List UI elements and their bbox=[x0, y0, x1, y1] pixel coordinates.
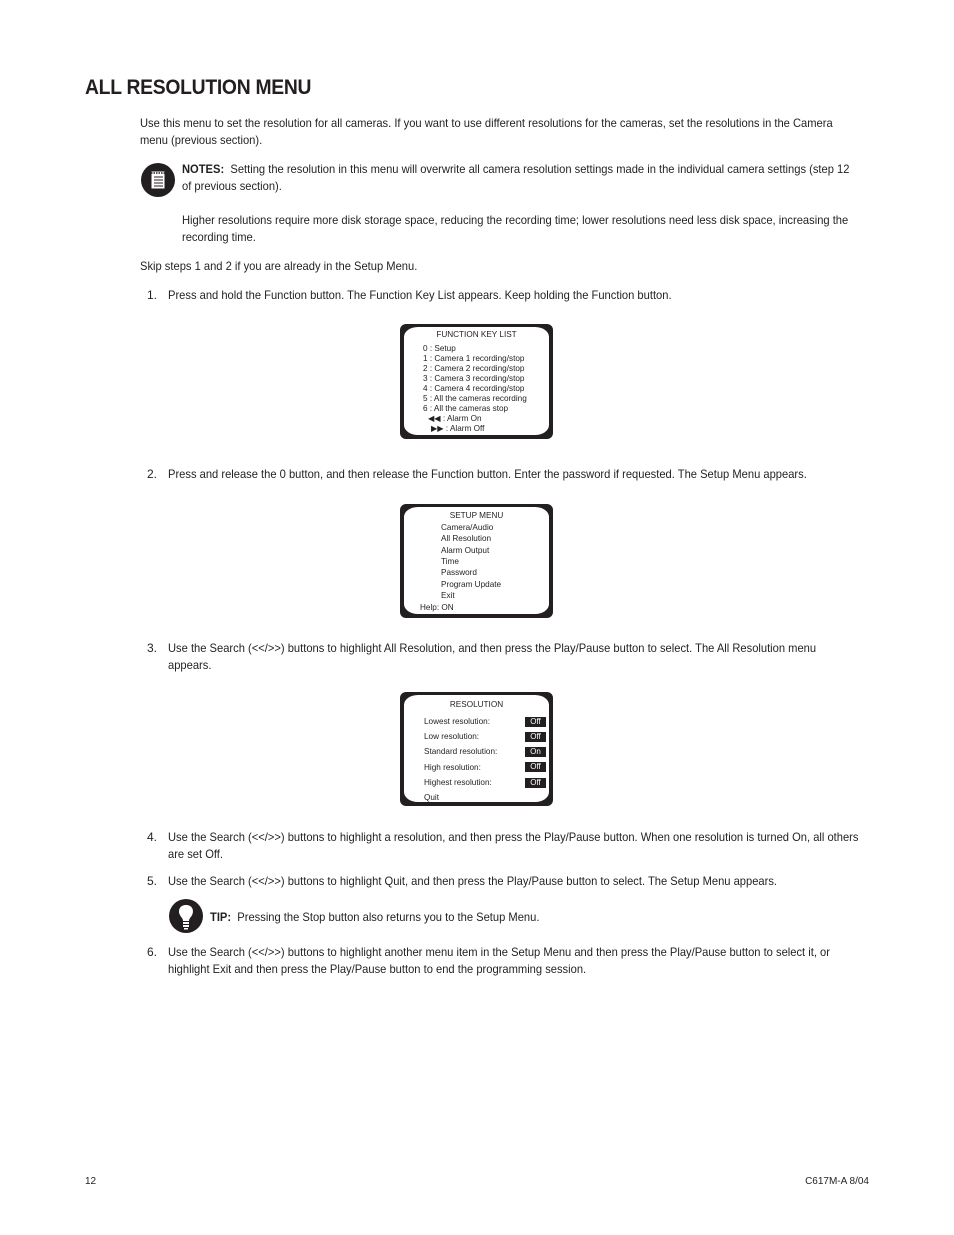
note-1-text: Setting the resolution in this menu will overwrite all camera resolution settings made in the individual camera settings (step 12 bbox=[230, 162, 850, 176]
resolution-row-label: Standard resolution: bbox=[424, 747, 498, 756]
note-1-line-1 bbox=[182, 161, 849, 178]
setup-menu-item: Time bbox=[441, 557, 459, 566]
step-3-text-line-2: appears. bbox=[168, 658, 212, 672]
setup-menu-item: Camera/Audio bbox=[441, 523, 494, 532]
function-key-item: 3 : Camera 3 recording/stop bbox=[423, 374, 525, 383]
setup-menu-item: Exit bbox=[441, 591, 455, 600]
page-number: 12 bbox=[85, 1176, 97, 1187]
step-2-number: 2. bbox=[147, 467, 158, 481]
setup-menu-item: Alarm Output bbox=[441, 546, 490, 555]
step-1-text: Press and hold the Function button. The Function Key List appears. Keep holding the Function button. bbox=[168, 288, 672, 302]
resolution-row-value: Off bbox=[525, 778, 546, 788]
notes-label: NOTES: bbox=[182, 162, 225, 176]
setup-menu-title: SETUP MENU bbox=[449, 511, 504, 520]
step-4-text-line-2: are set Off. bbox=[168, 847, 224, 861]
resolution-title: RESOLUTION bbox=[449, 700, 504, 709]
note-2-line-1: Higher resolutions require more disk storage space, reducing the recording time; lower resolutions need less disk space, increasing the bbox=[182, 213, 849, 227]
resolution-row-value: On bbox=[525, 747, 546, 757]
intro-line-1: Use this menu to set the resolution for all cameras. If you want to use different resolutions for the cameras, set the resolutions in the Camera bbox=[140, 116, 833, 130]
setup-menu-item: All Resolution bbox=[441, 534, 492, 543]
step-3-text-line-1: Use the Search (<</>>) buttons to highlight All Resolution, and then press the Play/Pause button to select. The All Resolution menu bbox=[168, 641, 817, 655]
function-key-item: 4 : Camera 4 recording/stop bbox=[423, 384, 525, 393]
tip-label: TIP: bbox=[210, 910, 232, 924]
tip-line bbox=[210, 909, 539, 926]
function-key-item: 6 : All the cameras stop bbox=[423, 404, 509, 413]
resolution-row-value: Off bbox=[525, 762, 546, 772]
alarm-off-line bbox=[431, 424, 484, 434]
page-title: ALL RESOLUTION MENU bbox=[85, 76, 312, 99]
note-1-line-2: of previous section). bbox=[182, 179, 282, 193]
step-6-text-line-2: highlight Exit and then press the Play/Pause button to end the programming session. bbox=[168, 962, 587, 976]
resolution-row-label: Highest resolution: bbox=[424, 778, 492, 787]
lightbulb-icon bbox=[169, 899, 203, 933]
setup-help-status: Help: ON bbox=[420, 603, 454, 612]
setup-menu-item: Password bbox=[441, 568, 477, 577]
step-4-number: 4. bbox=[147, 830, 158, 844]
step-6-text-line-1: Use the Search (<</>>) buttons to highlight another menu item in the Setup Menu and then press the Play/Pause button to select it, or bbox=[168, 945, 830, 959]
step-5-number: 5. bbox=[147, 874, 158, 888]
skip-instruction: Skip steps 1 and 2 if you are already in the Setup Menu. bbox=[140, 259, 418, 273]
function-key-item: 5 : All the cameras recording bbox=[423, 394, 527, 403]
note-2-line-2: recording time. bbox=[182, 230, 256, 244]
alarm-on-line bbox=[428, 414, 482, 424]
alarm-on-label: : Alarm On bbox=[442, 414, 482, 423]
step-1-number: 1. bbox=[147, 288, 158, 302]
setup-menu-item: Program Update bbox=[441, 580, 502, 589]
function-key-list-screen bbox=[400, 324, 553, 439]
alarm-off-label: : Alarm Off bbox=[445, 424, 485, 433]
function-key-list-title: FUNCTION KEY LIST bbox=[436, 330, 517, 339]
step-5-text: Use the Search (<</>>) buttons to highlight Quit, and then press the Play/Pause button to select. The Setup Menu appears. bbox=[168, 874, 778, 888]
step-3-number: 3. bbox=[147, 641, 158, 655]
rewind-icon: ◀◀ bbox=[428, 414, 441, 423]
function-key-item: 1 : Camera 1 recording/stop bbox=[423, 354, 525, 363]
resolution-row-label: High resolution: bbox=[424, 763, 481, 772]
setup-menu-screen bbox=[400, 504, 553, 618]
step-6-number: 6. bbox=[147, 945, 158, 959]
resolution-row-value: Off bbox=[525, 732, 546, 742]
function-key-item: 2 : Camera 2 recording/stop bbox=[423, 364, 525, 373]
tip-text: Pressing the Stop button also returns you to the Setup Menu. bbox=[237, 910, 540, 924]
notepad-icon bbox=[141, 163, 175, 197]
resolution-quit: Quit bbox=[424, 793, 440, 802]
intro-line-2: menu (previous section). bbox=[140, 133, 263, 147]
fast-forward-icon: ▶▶ bbox=[431, 424, 444, 433]
resolution-row-label: Low resolution: bbox=[424, 732, 480, 741]
step-2-text: Press and release the 0 button, and then release the Function button. Enter the password if requested. The Setup Menu appears. bbox=[168, 467, 807, 481]
document-code: C617M-A 8/04 bbox=[805, 1176, 869, 1187]
resolution-row-value: Off bbox=[525, 717, 546, 727]
resolution-row-label: Lowest resolution: bbox=[424, 717, 490, 726]
resolution-screen bbox=[400, 692, 553, 806]
function-key-item: 0 : Setup bbox=[423, 344, 456, 353]
step-4-text-line-1: Use the Search (<</>>) buttons to highlight a resolution, and then press the Play/Pause button. When one resolution is turned On, all others bbox=[168, 830, 859, 844]
